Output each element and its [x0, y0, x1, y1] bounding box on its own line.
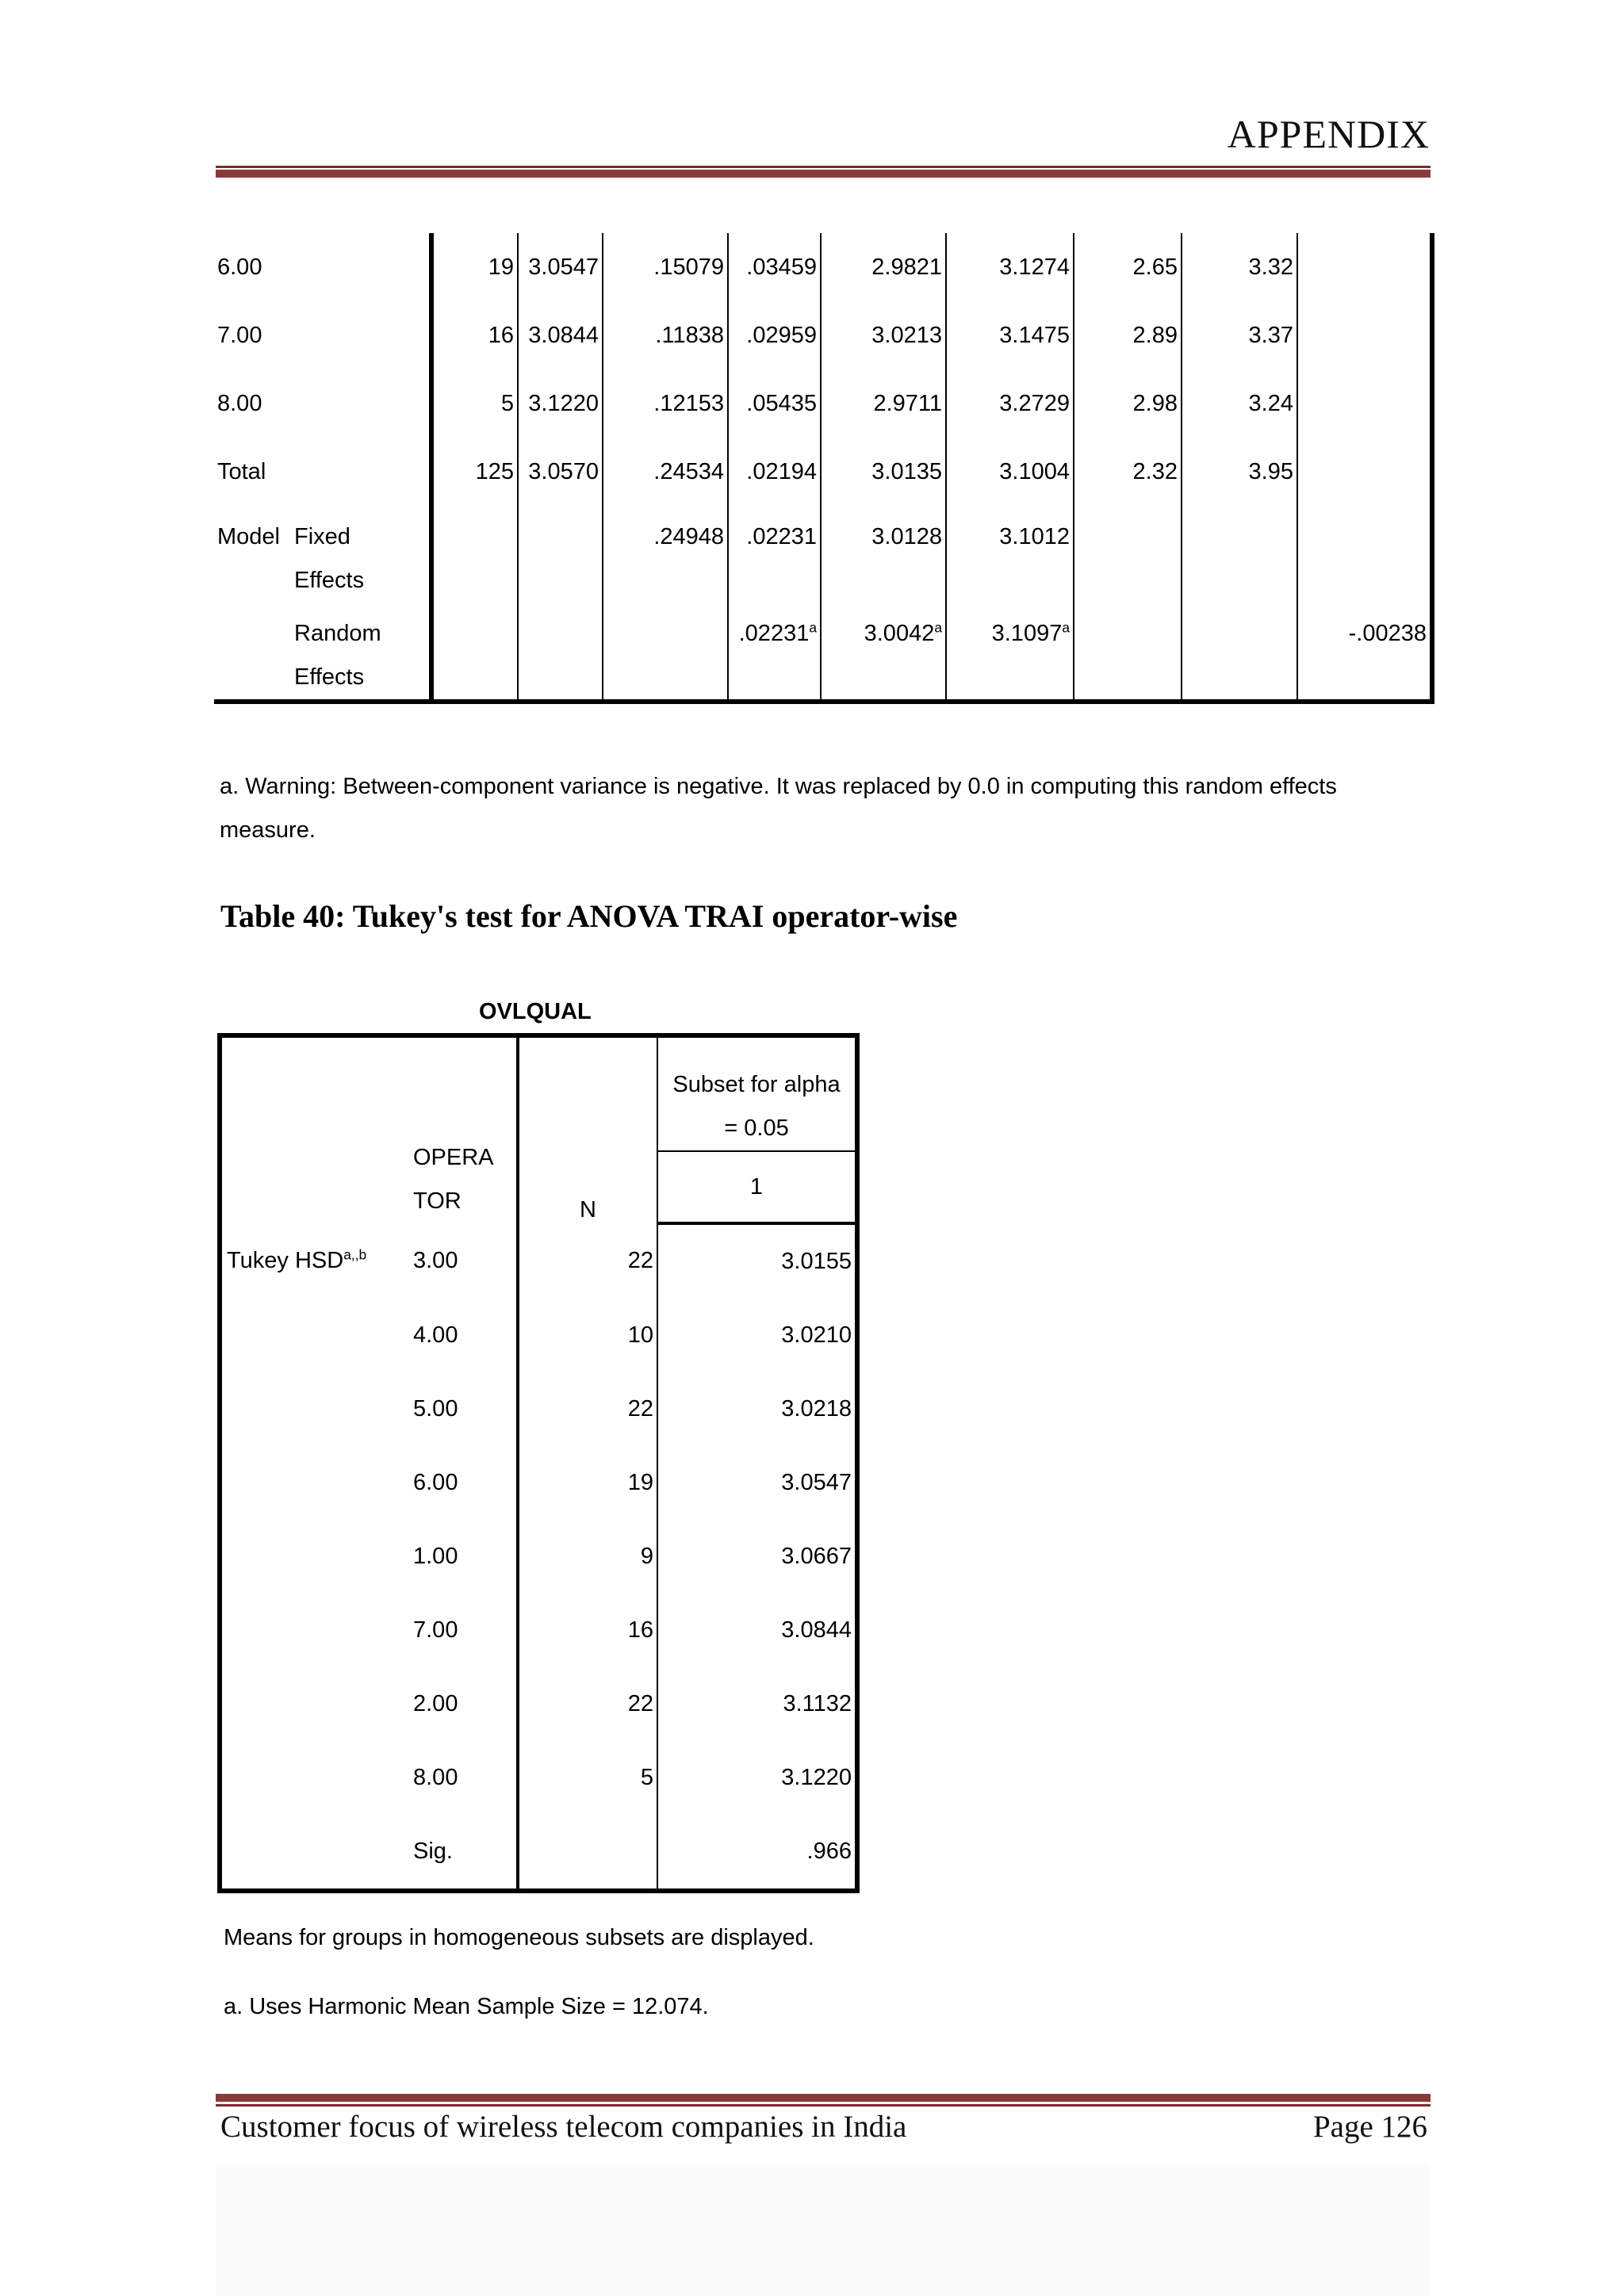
cell-subset-value: 3.1132: [657, 1667, 857, 1741]
table-row: [214, 369, 1432, 438]
cell-subset-value: 3.0547: [657, 1446, 857, 1520]
cell-se: .02959: [728, 301, 821, 369]
cell-sd: .15079: [603, 233, 728, 301]
cell-n: 22: [518, 1372, 657, 1446]
cell-min: 2.32: [1074, 438, 1182, 506]
cell-subset-value: 3.0218: [657, 1372, 857, 1446]
cell-min: 2.65: [1074, 233, 1182, 301]
table-row: [220, 1223, 857, 1299]
row-label-model: Model: [217, 524, 280, 549]
cell-sd: .24534: [603, 438, 728, 506]
table-row: [220, 1594, 857, 1667]
row-sublabel-fixed: Fixed Effects: [291, 506, 431, 603]
cell-operator: 6.00: [413, 1470, 458, 1495]
cell-se: .02231: [728, 506, 821, 603]
cell-lower: 3.0042$^a$: [821, 603, 946, 702]
header-rule-thick: [216, 170, 1431, 178]
table-row: [220, 1741, 857, 1815]
footer-title: Customer focus of wireless telecom companies in India: [220, 2110, 907, 2144]
cell-sd: .24948: [603, 506, 728, 603]
table-row: [214, 438, 1432, 506]
cell-n: 22: [518, 1223, 657, 1299]
row-label: Total: [217, 458, 266, 484]
cell-n: 19: [488, 254, 514, 280]
page-number: Page 126: [1312, 2110, 1427, 2144]
table-row-fixed-effects: [214, 506, 1432, 603]
cell-max: 3.95: [1182, 438, 1297, 506]
cell-n: 19: [518, 1446, 657, 1520]
cell-se: .05435: [728, 369, 821, 438]
table-row: [220, 1667, 857, 1741]
cell-max: 3.24: [1182, 369, 1297, 438]
cell-subset-value: 3.0210: [657, 1299, 857, 1372]
cell-upper: 3.1004: [946, 438, 1074, 506]
cell-max: 3.32: [1182, 233, 1297, 301]
header-rule-thin: [216, 166, 1431, 168]
cell-se: .02194: [728, 438, 821, 506]
cell-sd: .11838: [603, 301, 728, 369]
cell-sig-value: .966: [657, 1815, 857, 1891]
cell-sig-label: Sig.: [413, 1839, 453, 1864]
tukey-table: [217, 1033, 860, 1893]
cell-operator: 7.00: [413, 1617, 458, 1643]
cell-mean: 3.1220: [518, 369, 603, 438]
tukey-note-2: a. Uses Harmonic Mean Sample Size = 12.074.: [224, 1994, 709, 2019]
cell-subset-value: 3.0155: [657, 1223, 857, 1299]
cell-subset-value: 3.0844: [657, 1594, 857, 1667]
cell-between-component-variance: -.00238: [1297, 603, 1432, 702]
tukey-method-label: Tukey $HSD^{a,,b}$: [227, 1246, 367, 1273]
cell-operator: 8.00: [413, 1765, 458, 1790]
col-header-subset: Subset for alpha = 0.05: [657, 1035, 857, 1151]
cell-se: .02231$^a$: [728, 603, 821, 702]
table-row: [220, 1372, 857, 1446]
page-header-title: APPENDIX: [1227, 112, 1430, 156]
col-header-n: N: [518, 1035, 657, 1223]
cell-n: 10: [518, 1299, 657, 1372]
cell-min: 2.98: [1074, 369, 1182, 438]
cell-n: 22: [518, 1667, 657, 1741]
row-label: 6.00: [217, 254, 262, 280]
cell-se: .03459: [728, 233, 821, 301]
footer-band: [216, 2164, 1431, 2296]
cell-n: 5: [500, 390, 514, 416]
cell-operator: 5.00: [413, 1396, 458, 1422]
cell-min: 2.89: [1074, 301, 1182, 369]
table-row-sig: [220, 1815, 857, 1891]
cell-n: 16: [488, 322, 514, 348]
table-row: [214, 233, 1432, 301]
cell-mean: 3.0570: [518, 438, 603, 506]
cell-upper: 3.1274: [946, 233, 1074, 301]
cell-operator: 3.00: [413, 1248, 458, 1273]
table-footnote: a. Warning: Between-component variance is negative. It was replaced by 0.0 in computing this random effects measure.: [220, 774, 1337, 843]
table-caption: Table 40: Tukey's test for ANOVA TRAI operator-wise: [220, 898, 958, 934]
cell-n: 5: [518, 1741, 657, 1815]
table-row: [220, 1446, 857, 1520]
cell-n: 125: [475, 458, 514, 484]
tukey-header-row-1: [220, 1035, 857, 1151]
footer-rule-thin: [216, 2104, 1431, 2107]
cell-upper: 3.2729: [946, 369, 1074, 438]
cell-operator: 2.00: [413, 1691, 458, 1716]
row-label: 7.00: [217, 322, 262, 348]
cell-lower: 2.9821: [821, 233, 946, 301]
table-row: [214, 301, 1432, 369]
cell-operator: 4.00: [413, 1322, 458, 1348]
cell-lower: 3.0135: [821, 438, 946, 506]
cell-upper: 3.1475: [946, 301, 1074, 369]
table-row: [220, 1299, 857, 1372]
cell-n: 9: [518, 1520, 657, 1594]
cell-n: 16: [518, 1594, 657, 1667]
row-label: 8.00: [217, 390, 262, 416]
cell-lower: 2.9711: [821, 369, 946, 438]
col-header-operator: OPERA TOR: [413, 1145, 494, 1214]
cell-mean: 3.0547: [518, 233, 603, 301]
cell-sd: .12153: [603, 369, 728, 438]
descriptives-table-continued: [214, 233, 1434, 704]
footer-rule-thick: [216, 2094, 1431, 2102]
cell-subset-value: 3.1220: [657, 1741, 857, 1815]
tukey-note-1: Means for groups in homogeneous subsets are displayed.: [224, 1925, 814, 1950]
tukey-table-title: OVLQUAL: [479, 999, 592, 1024]
cell-upper: 3.1097$^a$: [946, 603, 1074, 702]
row-sublabel-random: Random Effects: [291, 603, 431, 702]
col-header-subset-number: 1: [657, 1151, 857, 1223]
cell-upper: 3.1012: [946, 506, 1074, 603]
cell-lower: 3.0213: [821, 301, 946, 369]
cell-mean: 3.0844: [518, 301, 603, 369]
table-row: [220, 1520, 857, 1594]
cell-subset-value: 3.0667: [657, 1520, 857, 1594]
cell-lower: 3.0128: [821, 506, 946, 603]
cell-operator: 1.00: [413, 1544, 458, 1569]
cell-max: 3.37: [1182, 301, 1297, 369]
table-row-random-effects: [214, 603, 1432, 702]
